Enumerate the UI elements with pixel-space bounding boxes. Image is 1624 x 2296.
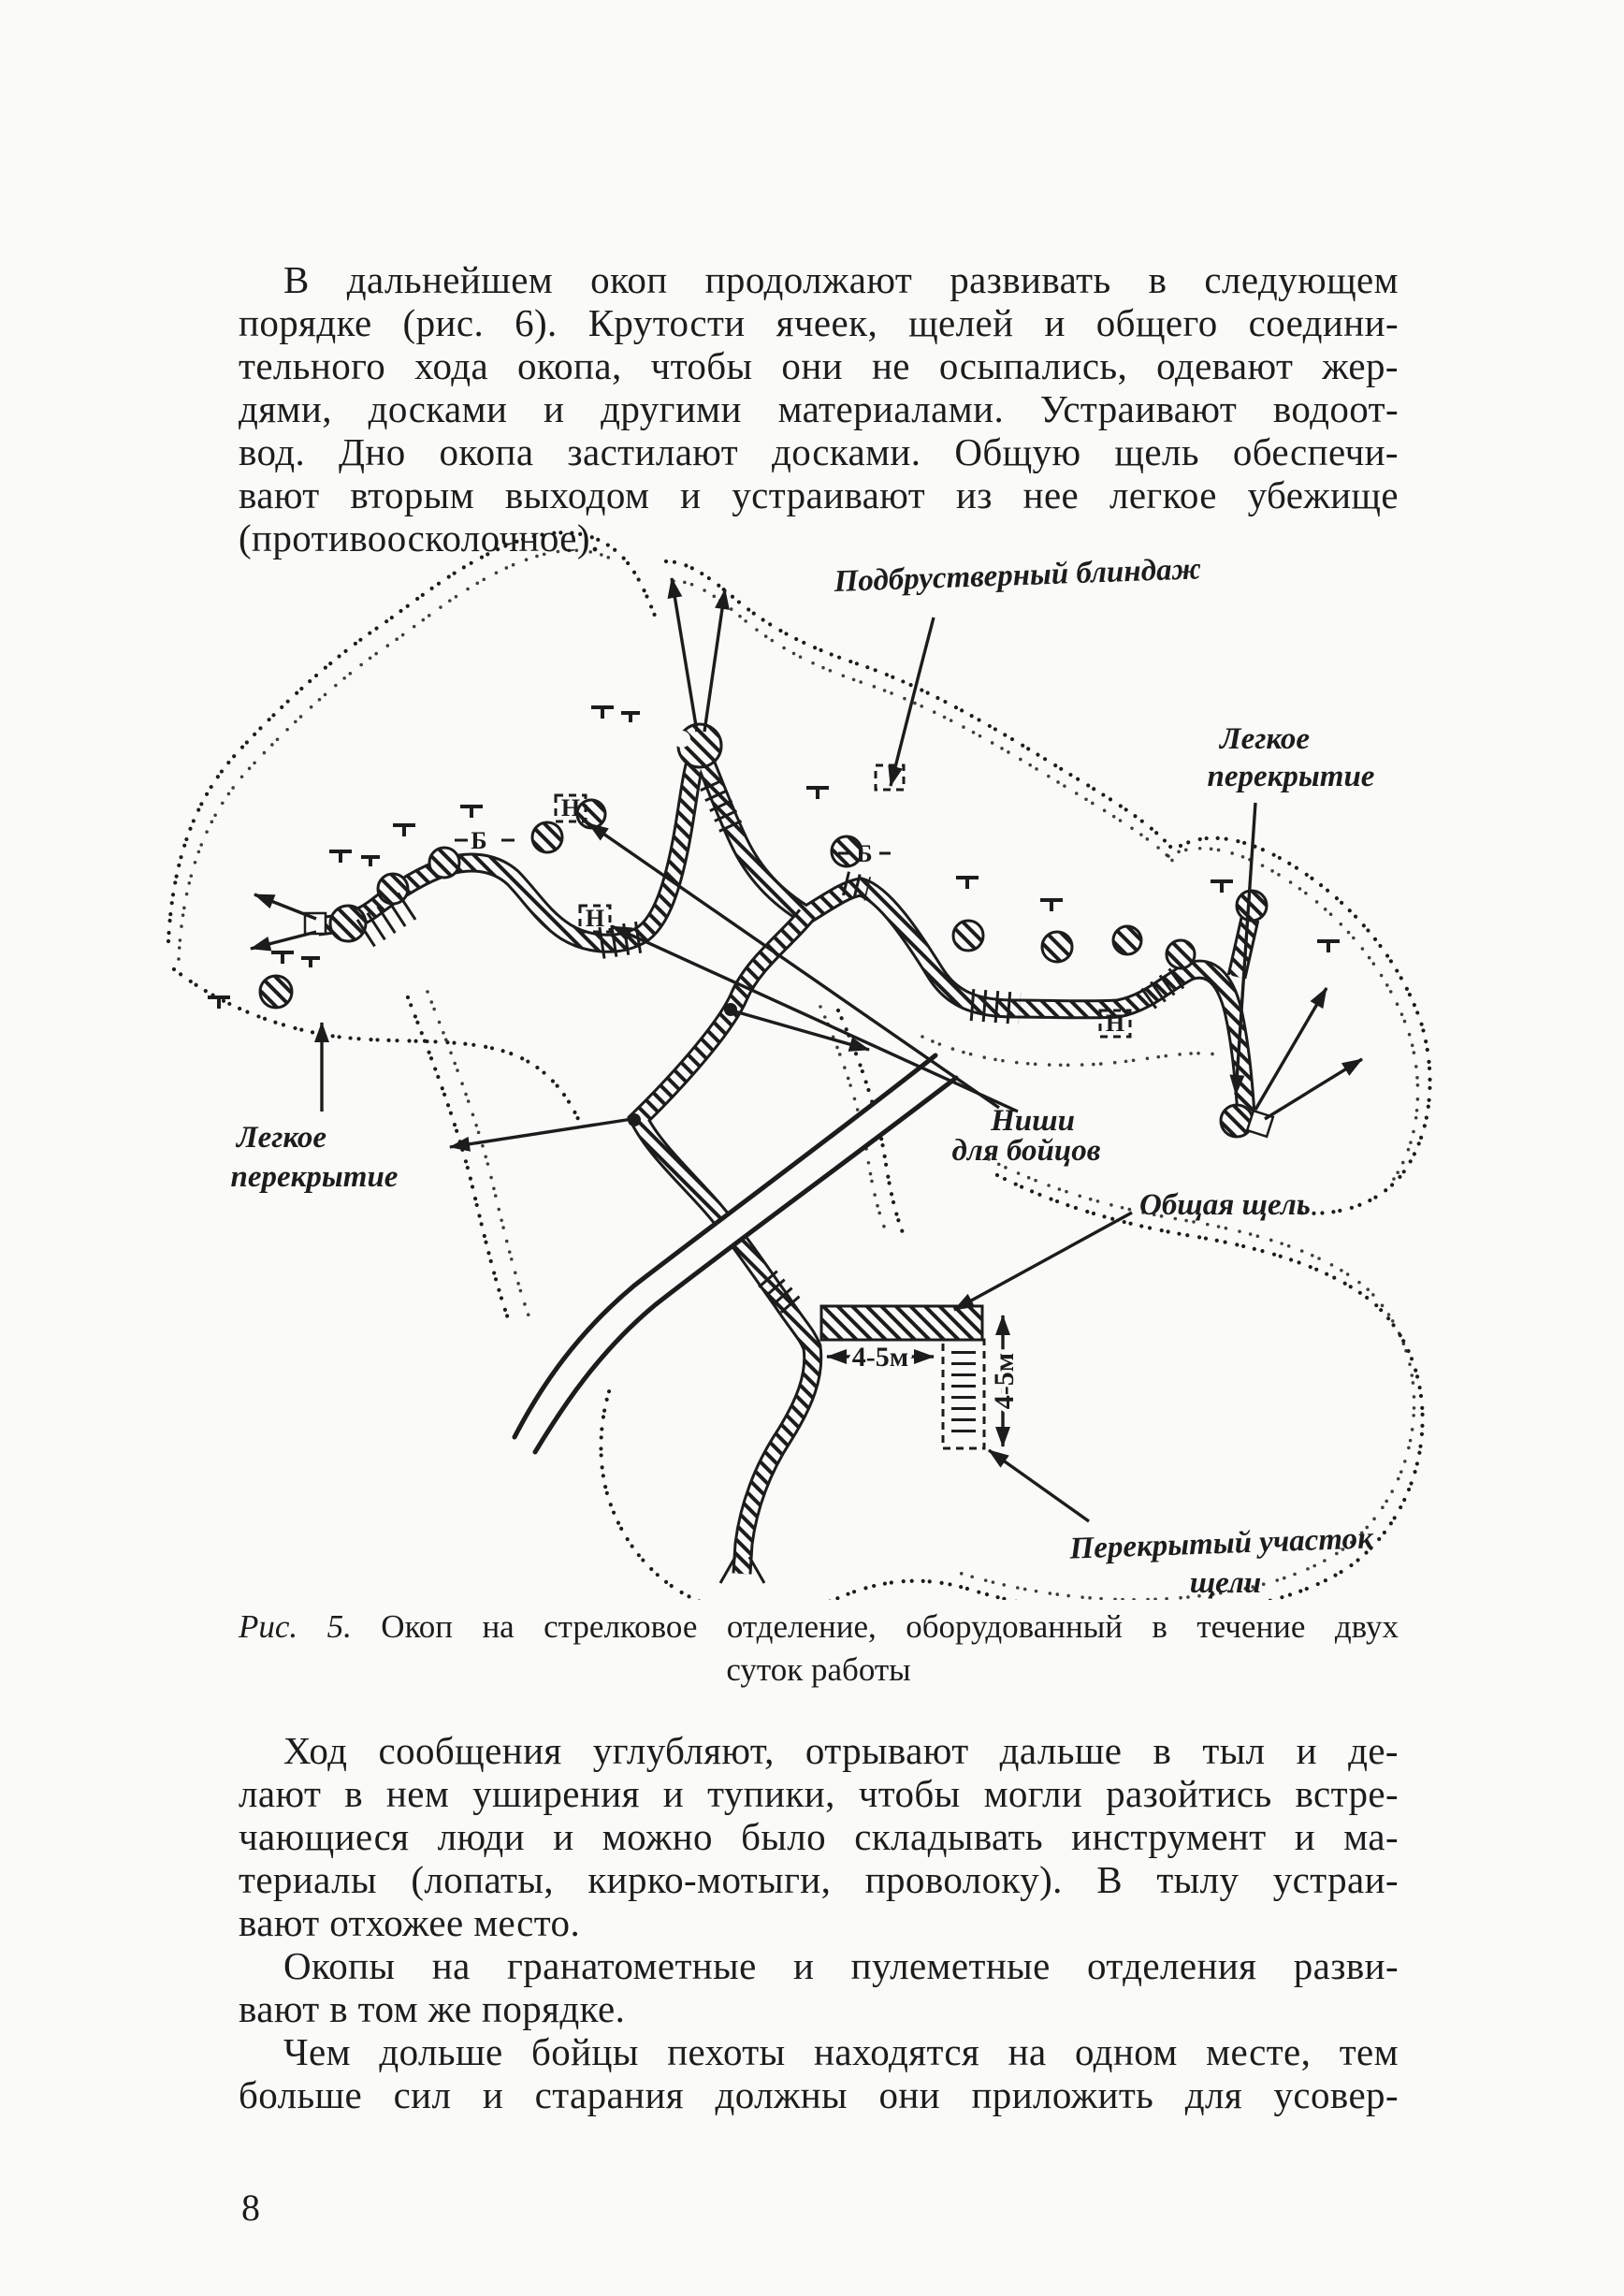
caption-line-2: суток работы xyxy=(726,1651,911,1688)
text-line: чающиеся люди и можно было складывать инструмент и ма- xyxy=(239,1815,1399,1858)
label-blindage: Подбрустверный блиндаж xyxy=(834,552,1202,599)
paragraph-3 xyxy=(239,1944,1399,2030)
label-common-slit: Общая щель xyxy=(1139,1188,1311,1222)
paragraph-4 xyxy=(239,2030,1399,2116)
label-light-cover-right: Легкое xyxy=(1219,722,1311,756)
symbol-b-icon: Б xyxy=(471,827,487,854)
text-line: Ход сообщения углубляют, отрывают дальше в тыл и де- xyxy=(283,1729,1399,1772)
text-line: лают в нем уширения и тупики, чтобы могли разойтись встре- xyxy=(239,1772,1399,1815)
text-line: тельного хода окопа, чтобы они не осыпались, одевают жер- xyxy=(239,344,1399,387)
page-number: 8 xyxy=(241,2187,260,2229)
text-line: вают вторым выходом и устраивают из нее легкое убежище xyxy=(239,473,1399,516)
road xyxy=(515,1055,956,1452)
text-line: больше сил и старания должны они приложить для усовер- xyxy=(239,2073,1399,2116)
text-line: вают отхожее место. xyxy=(239,1901,581,1944)
dimension-horizontal: 4-5м xyxy=(851,1342,909,1373)
niche-symbol: Н xyxy=(1105,1010,1125,1037)
text-line: дями, досками и другими материалами. Устраивают водоот- xyxy=(239,387,1399,430)
trench-diagram xyxy=(131,510,1497,1600)
dimension-vertical: 4-5м xyxy=(989,1352,1020,1410)
figure-caption xyxy=(239,1606,1399,1692)
text-line: Чем дольше бойцы пехоты находятся на одном месте, тем xyxy=(283,2030,1399,2073)
caption-text: Окоп на стрелковое отделение, оборудованный в течение двух xyxy=(351,1608,1399,1645)
text-line: (противоосколочное). xyxy=(239,516,601,559)
label-light-cover-left: Легкое xyxy=(236,1121,327,1155)
blindage-symbol xyxy=(876,765,904,790)
figure-number: Рис. 5. xyxy=(239,1608,352,1645)
text-line: териалы (лопаты, кирко-мотыги, проволоку). В тылу устраи- xyxy=(239,1858,1399,1901)
label-covered-section: щели xyxy=(1189,1566,1262,1600)
mg-position-left xyxy=(251,894,326,949)
common-slit xyxy=(821,1306,1020,1448)
text-line: вод. Дно окопа застилают досками. Общую щель обеспечи- xyxy=(239,430,1399,473)
text-line: вают в том же порядке. xyxy=(239,1987,626,2030)
diagram-labels xyxy=(231,552,1375,1600)
label-niches: Ниши xyxy=(991,1104,1075,1138)
mg-position-right xyxy=(1247,988,1362,1137)
firing-cells xyxy=(260,724,1267,1137)
niche-symbol: Н xyxy=(585,905,605,932)
paragraph-2 xyxy=(239,1729,1399,1944)
label-light-cover-left: перекрытие xyxy=(230,1160,399,1194)
text-line: В дальнейшем окоп продолжают развивать в следующем xyxy=(283,258,1399,301)
niche-symbol: Н xyxy=(560,794,581,821)
label-covered-section: Перекрытый участок xyxy=(1068,1521,1374,1566)
label-niches: для бойцов xyxy=(951,1134,1101,1168)
caption-line-1 xyxy=(239,1606,1399,1649)
diagram-arrows xyxy=(322,578,1255,1521)
text-line: Окопы на гранатометные и пулеметные отделения разви- xyxy=(283,1944,1399,1987)
label-light-cover-right: перекрытие xyxy=(1207,760,1375,793)
symbol-b-icon: Б xyxy=(856,840,873,867)
text-line: порядке (рис. 6). Крутости ячеек, щелей и общего соедини- xyxy=(239,301,1399,344)
